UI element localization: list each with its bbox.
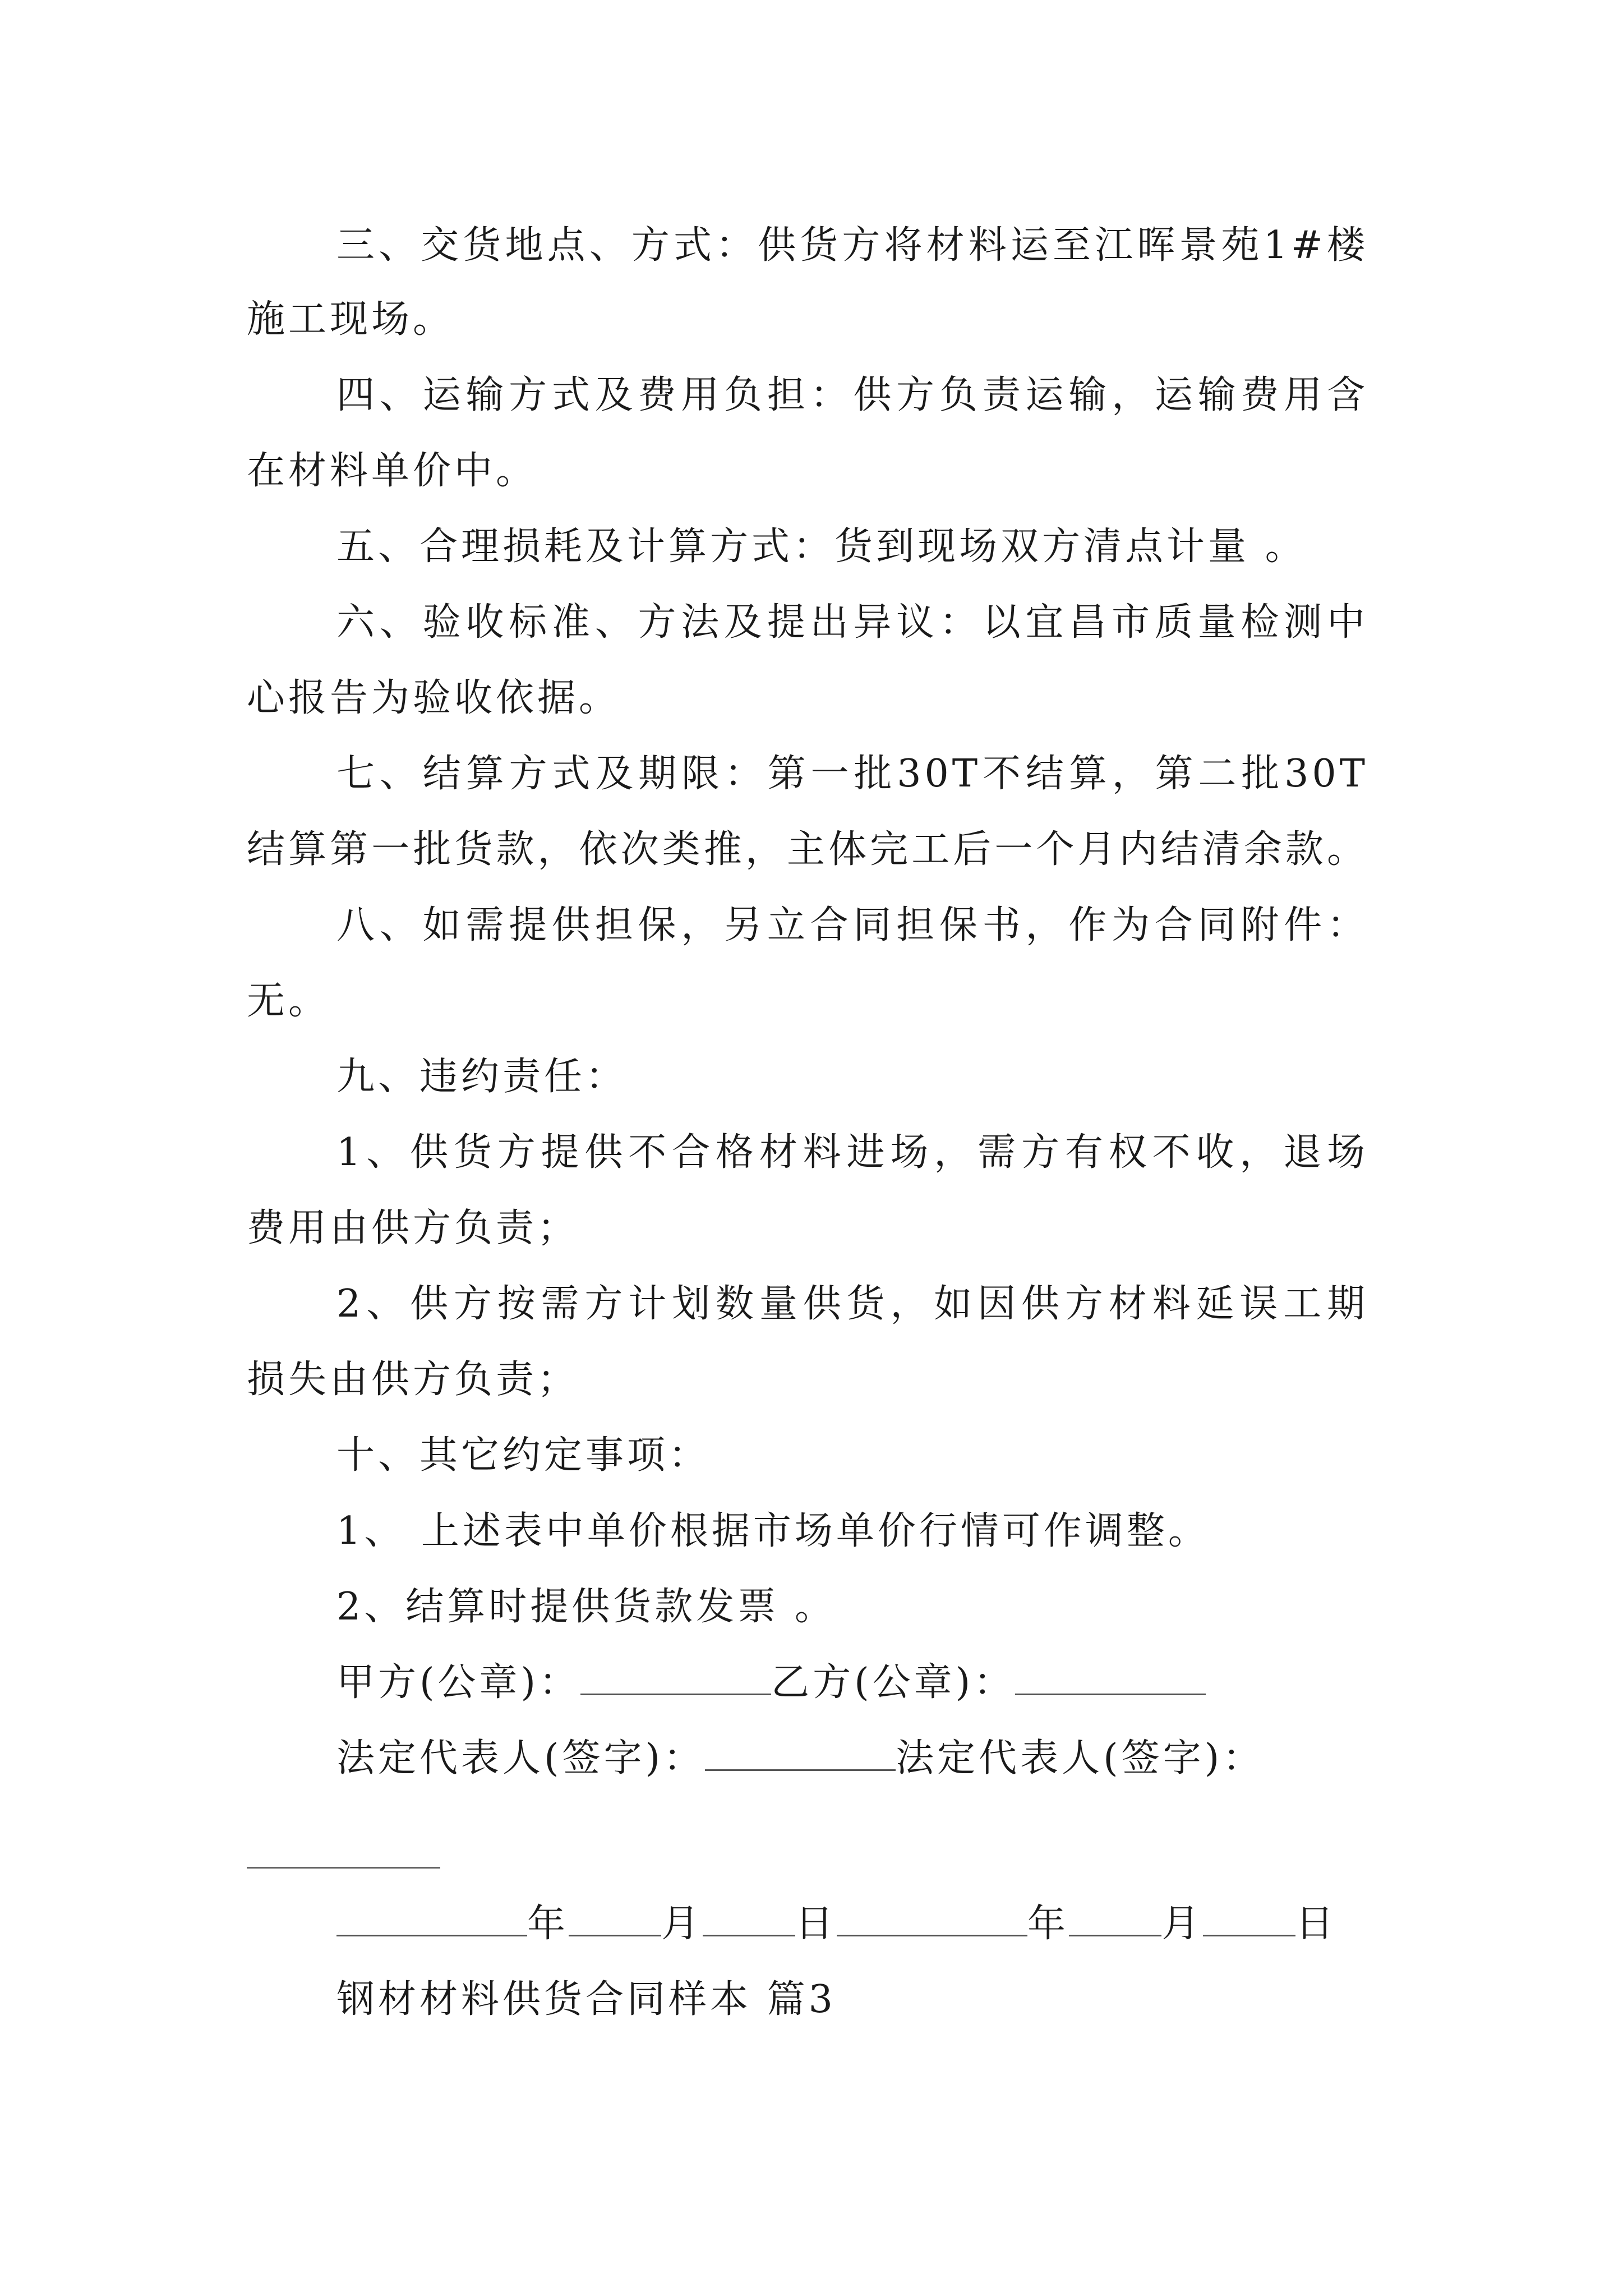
clause-4-line-1: 四、运输方式及费用负担：供方负责运输，运输费用含	[336, 373, 1368, 417]
party-a-year-label: 年	[527, 1902, 569, 1946]
party-b-seal-field[interactable]	[1015, 1661, 1206, 1695]
clause-8-line-1: 八、如需提供担保，另立合同担保书，作为合同附件：	[336, 903, 1368, 947]
party-b-rep-field[interactable]	[247, 1867, 440, 1869]
clause-10-heading: 十、其它约定事项：	[336, 1433, 711, 1478]
clause-10-item-1: 1、 上述表中单价根据市场单价行情可作调整。	[336, 1509, 1210, 1553]
party-b-year-field[interactable]	[837, 1902, 1027, 1936]
clause-7-line-2: 结算第一批货款，依次类推，主体完工后一个月内结清余款。	[247, 827, 1368, 872]
clause-3-line-2: 施工现场。	[247, 297, 455, 342]
party-b-day-label: 日	[1295, 1902, 1338, 1946]
party-b-month-label: 月	[1161, 1902, 1204, 1946]
party-a-month-field[interactable]	[569, 1902, 661, 1936]
clause-10-item-2: 2、结算时提供货款发票 。	[336, 1585, 836, 1629]
party-b-label: 乙方(公章)：	[771, 1660, 1016, 1705]
clause-7-line-1: 七、结算方式及期限：第一批30T不结算，第二批30T	[336, 752, 1368, 796]
party-a-day-label: 日	[795, 1902, 837, 1946]
clause-9-item-1-line-1: 1、供货方提供不合格材料进场，需方有权不收，退场	[336, 1130, 1368, 1175]
party-b-day-field[interactable]	[1203, 1902, 1295, 1936]
clause-9-item-2-line-1: 2、供方按需方计划数量供货，如因供方材料延误工期	[336, 1282, 1368, 1326]
party-b-rep-label: 法定代表人(签字)：	[896, 1736, 1265, 1780]
next-section-heading: 钢材材料供货合同样本 篇3	[336, 1977, 836, 2022]
clause-6-line-2: 心报告为验收依据。	[247, 676, 621, 720]
clause-6-line-1: 六、验收标准、方法及提出异议：以宜昌市质量检测中	[336, 600, 1368, 645]
party-seal-row	[336, 1660, 1206, 1705]
clause-9-item-1-line-2: 费用由供方负责；	[247, 1206, 579, 1250]
party-b-month-field[interactable]	[1069, 1902, 1161, 1936]
clause-4-line-2: 在材料单价中。	[247, 449, 538, 493]
party-a-rep-label: 法定代表人(签字)：	[336, 1736, 706, 1780]
date-row	[336, 1902, 1337, 1947]
clause-8-line-2: 无。	[247, 979, 330, 1023]
party-a-month-label: 月	[661, 1902, 703, 1946]
clause-3-line-1: 三、交货地点、方式：供货方将材料运至江晖景苑1#楼	[336, 223, 1368, 268]
legal-rep-row	[336, 1736, 1264, 1781]
party-a-label: 甲方(公章)：	[336, 1660, 581, 1705]
party-a-seal-field[interactable]	[580, 1661, 771, 1695]
party-a-day-field[interactable]	[703, 1902, 795, 1936]
party-a-year-field[interactable]	[336, 1902, 527, 1936]
clause-9-heading: 九、违约责任：	[336, 1055, 628, 1099]
clause-5: 五、合理损耗及计算方式：货到现场双方清点计量 。	[336, 524, 1307, 569]
party-b-year-label: 年	[1027, 1902, 1069, 1946]
party-a-rep-field[interactable]	[705, 1737, 896, 1771]
clause-9-item-2-line-2: 损失由供方负责；	[247, 1358, 579, 1402]
